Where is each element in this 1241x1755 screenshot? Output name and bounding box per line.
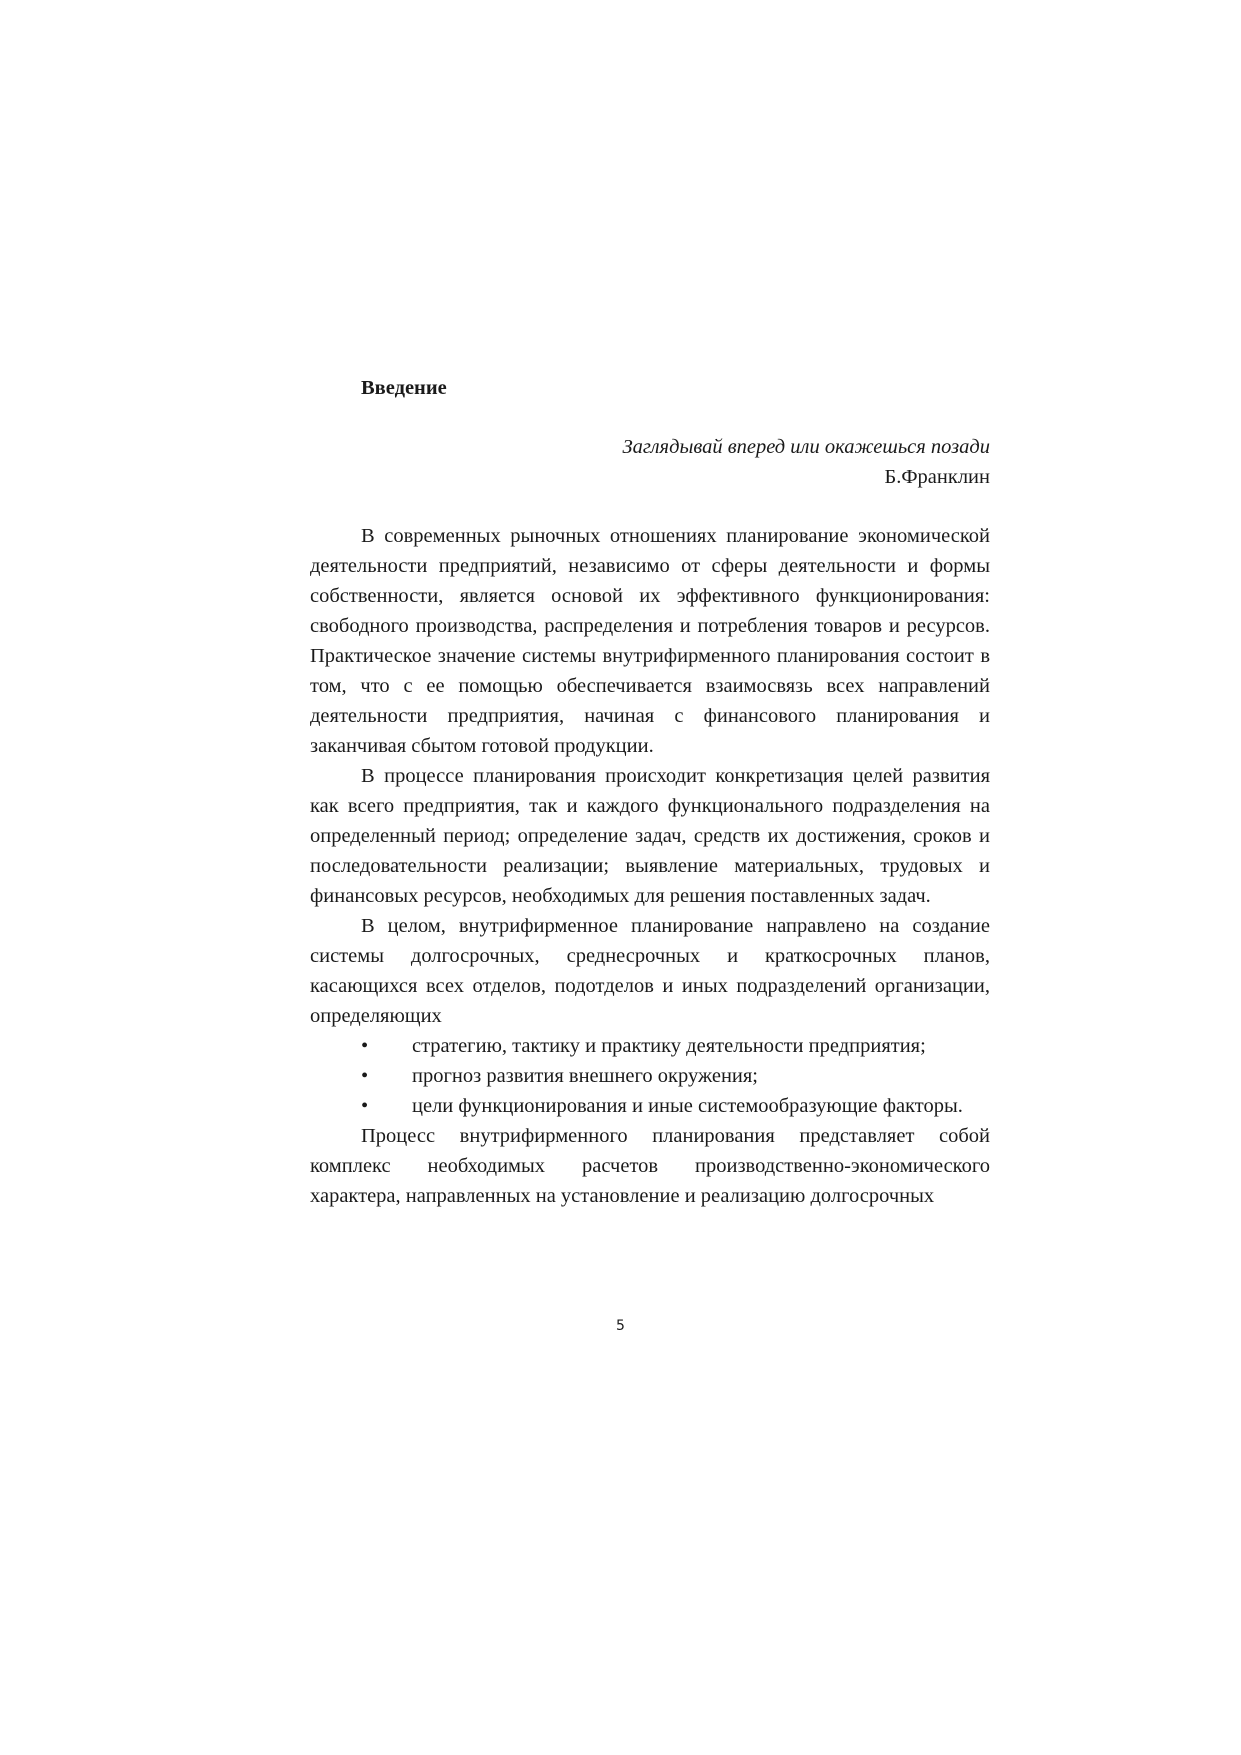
- paragraph-2: В процессе планирования происходит конкретизация целей развития как всего предприятия, так и каждого функционального подразделения на определенный период; определение задач, средств их достижения, сроков и последовательности реализации; выявление материальных, трудовых и финансовых ресурсов, необходимых для решения поставленных задач.: [310, 765, 990, 907]
- bullet-text: цели функционирования и иные системообразующие факторы.: [412, 1095, 963, 1117]
- bullet-text: стратегию, тактику и практику деятельности предприятия;: [412, 1035, 926, 1057]
- epigraph-quote: Заглядывай вперед или окажешься позади: [622, 436, 990, 458]
- bullet-list: [310, 1031, 990, 1121]
- bullet-item: [310, 1091, 990, 1121]
- bullet-item: [310, 1031, 990, 1061]
- epigraph: [310, 432, 990, 492]
- paragraph-1: В современных рыночных отношениях планирование экономической деятельности предприятий, независимо от сферы деятельности и формы собственности, является основой их эффективного функционирования: свободного производства, распределения и потребления товаров и ресурсов. Практическое значение системы внутрифирменного планирования состоит в том, что с ее помощью обеспечивается взаимосвязь всех направлений деятельности предприятия, начиная с финансового планирования и заканчивая сбытом готовой продукции.: [310, 525, 990, 757]
- section-heading: Введение: [361, 377, 447, 399]
- epigraph-author: Б.Франклин: [884, 466, 990, 488]
- bullet-item: [310, 1061, 990, 1091]
- bullet-icon: •: [361, 1035, 369, 1057]
- bullet-text: прогноз развития внешнего окружения;: [412, 1065, 759, 1087]
- body-text: [310, 521, 990, 1211]
- page-number: 5: [616, 1318, 625, 1334]
- paragraph-4: Процесс внутрифирменного планирования представляет собой комплекс необходимых расчетов производственно-экономического характера, направленных на установление и реализацию долгосрочных: [310, 1125, 990, 1207]
- bullet-icon: •: [361, 1095, 369, 1117]
- bullet-icon: •: [361, 1065, 369, 1087]
- paragraph-3: В целом, внутрифирменное планирование направлено на создание системы долгосрочных, среднесрочных и краткосрочных планов, касающихся всех отделов, подотделов и иных подразделений организации, определяющих: [310, 915, 990, 1027]
